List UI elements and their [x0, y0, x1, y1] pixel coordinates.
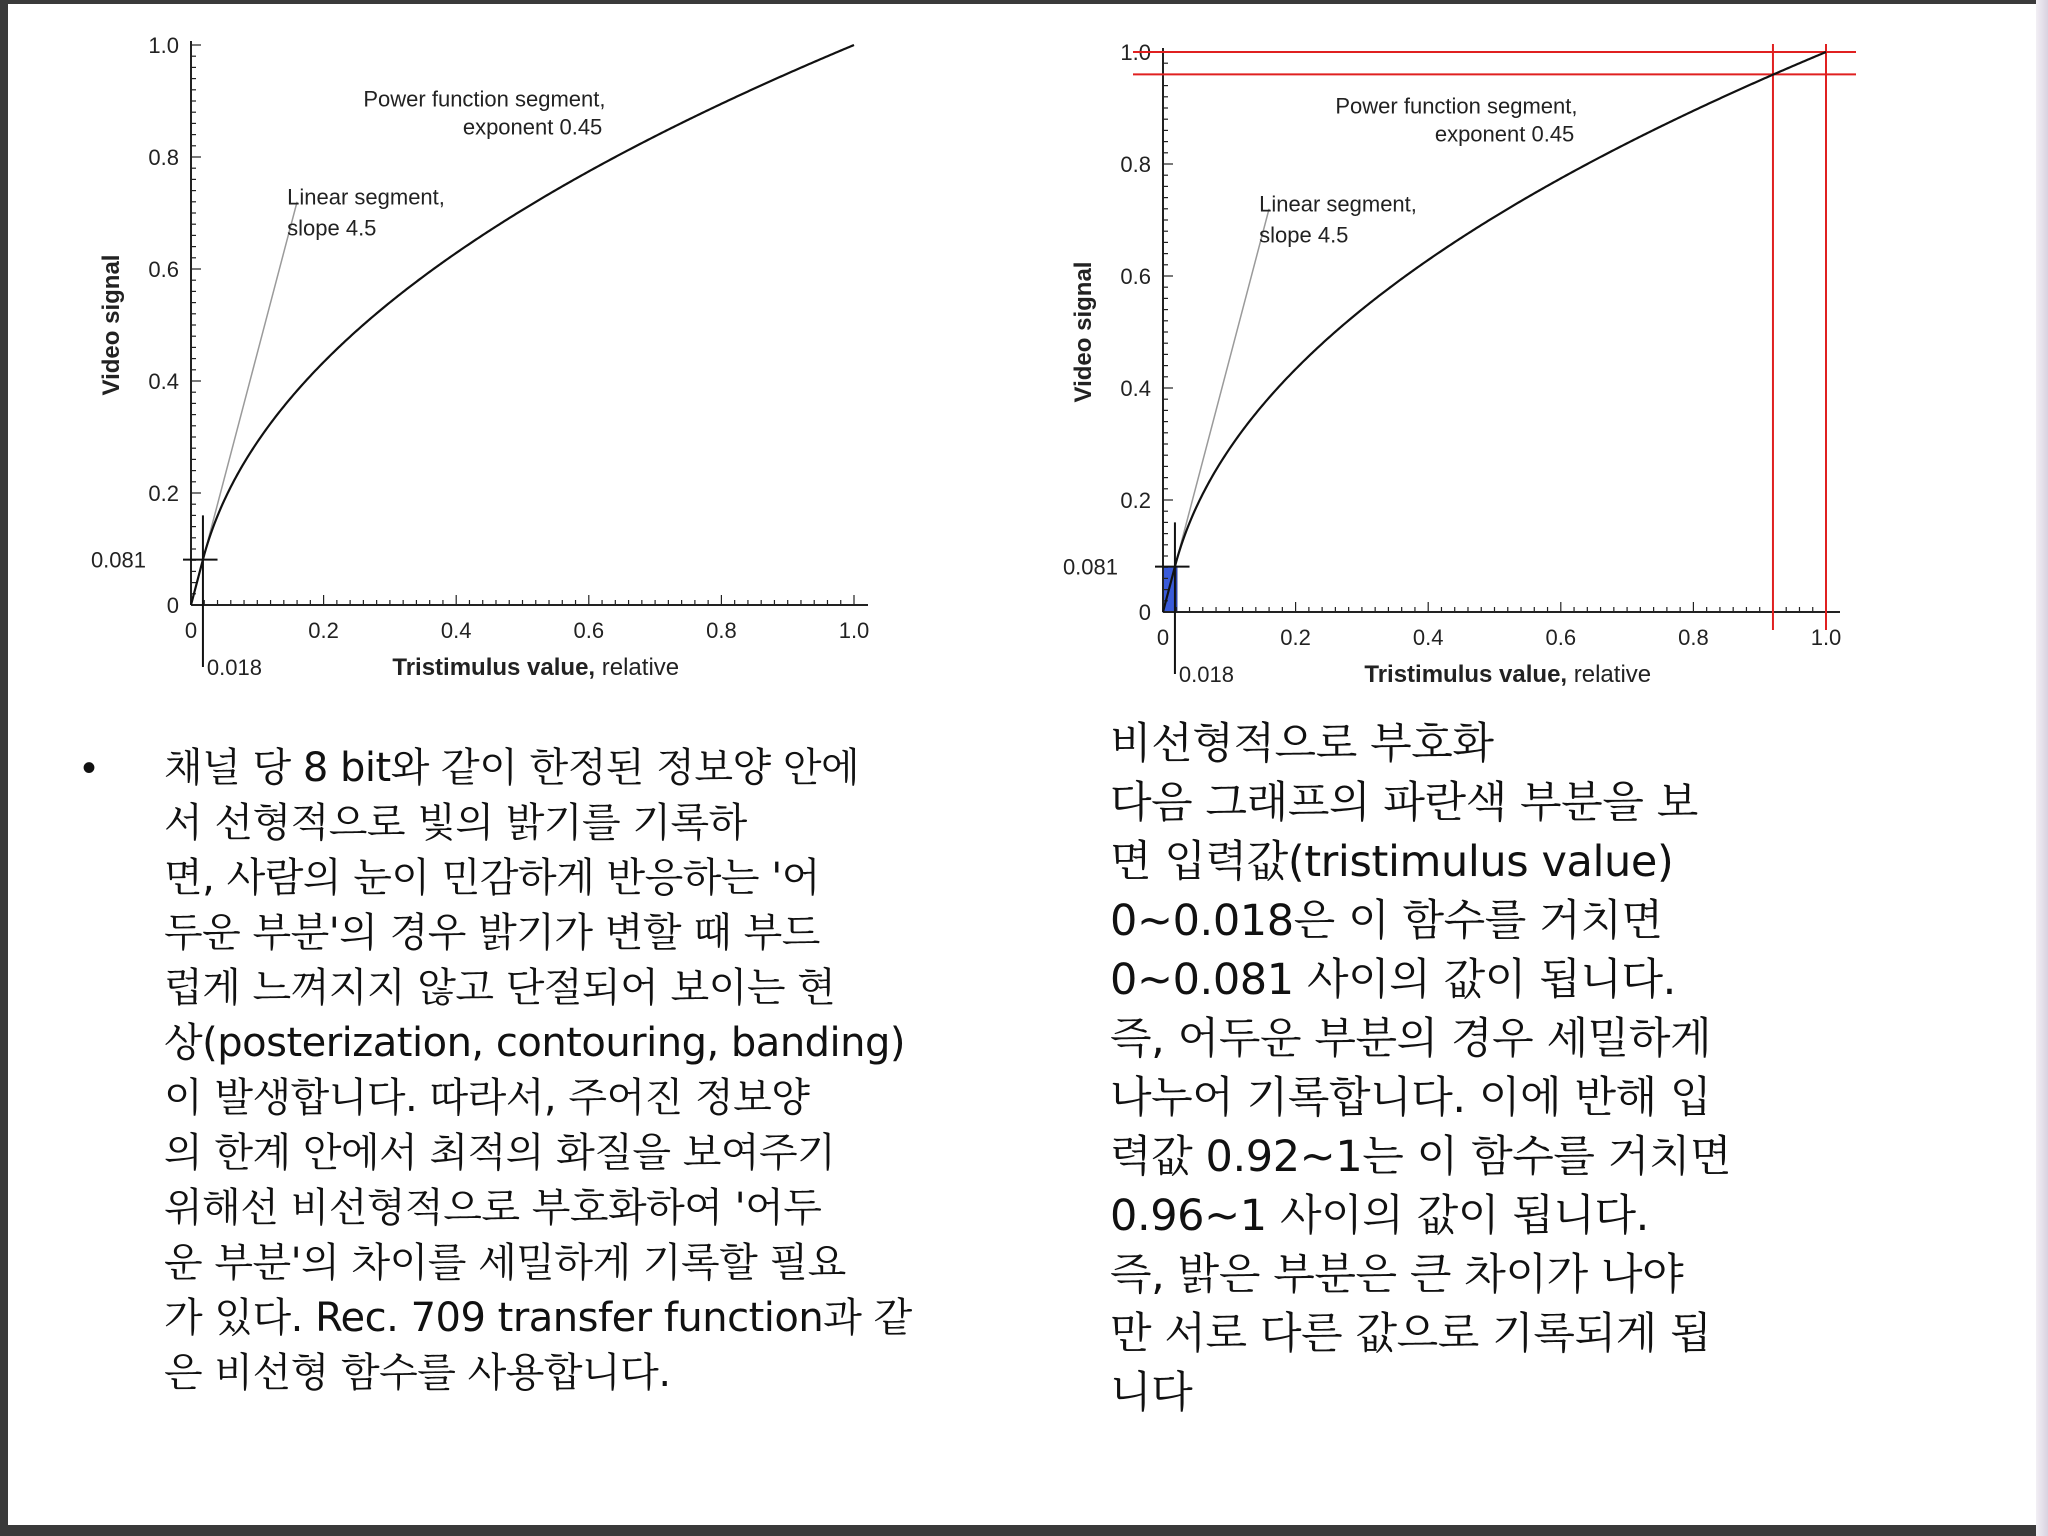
x-axis-title-rest: relative — [1567, 661, 1652, 688]
marker-x-label: 0.018 — [1178, 662, 1234, 687]
x-axis-title — [1364, 661, 1651, 688]
x-tick-label: 0.4 — [440, 618, 472, 643]
y-tick-label: 0.2 — [148, 481, 179, 506]
x-tick-label: 0.8 — [1678, 625, 1709, 650]
x-tick-label: 1.0 — [1810, 625, 1842, 650]
y-tick-label: 0.4 — [148, 369, 179, 394]
y-tick-label: 0.4 — [1120, 376, 1151, 401]
x-axis-title-rest: relative — [595, 654, 680, 681]
x-tick-label: 0.2 — [1280, 625, 1311, 650]
x-axis-title-bold: Tristimulus value, — [1364, 661, 1568, 688]
y-tick-label: 1.0 — [148, 33, 179, 58]
marker-y-label: 0.081 — [90, 547, 146, 573]
x-tick-label: 0.6 — [1545, 625, 1577, 650]
y-tick-label: 0.8 — [148, 145, 179, 170]
y-tick-label: 0.8 — [1120, 152, 1151, 177]
annotation-power-2: exponent 0.45 — [462, 114, 603, 140]
marker-x-label: 0.018 — [206, 655, 262, 680]
y-axis-title: Video signal — [98, 254, 125, 396]
x-tick-label: 0 — [184, 618, 198, 643]
y-tick-label: 0 — [166, 593, 179, 618]
y-axis-title: Video signal — [1070, 261, 1097, 403]
y-tick-label: 0.2 — [1120, 488, 1151, 513]
y-tick-label: 0.6 — [148, 257, 179, 282]
bullet-marker: • — [82, 746, 97, 790]
y-tick-label: 1.0 — [1120, 40, 1151, 65]
left-paragraph: 채널 당 8 bit와 같이 한정된 정보양 안에 서 선형적으로 빛의 밝기를 기록하 면, 사람의 눈이 민감하게 반응하는 '어 두운 부분'의 경우 밝기가 변할 때 부드 럽게 느껴지지 않고 단절되어 보이는 현 상(posterization, contouring, banding) 이 발생합니다. 따라서, 주어진 정보양 의 한계 안에서 최적의 화질을 보여주기 위해선 비선형적으로 부호화하여 '어두 운 부분'의 차이를 세밀하게 기록할 필요 가 있다. Rec. 709 transfer function과 같 은 비선형 함수를 사용합니다. — [164, 745, 912, 1396]
annotation-power-1: Power function segment, — [1335, 93, 1578, 119]
annotation-linear-1: Linear segment, — [287, 184, 445, 210]
x-tick-label: 0.4 — [1412, 625, 1444, 650]
x-axis-title-bold: Tristimulus value, — [392, 654, 596, 681]
x-tick-label: 0.2 — [308, 618, 339, 643]
y-tick-label: 0.6 — [1120, 264, 1151, 289]
x-tick-label: 0.8 — [706, 618, 737, 643]
x-tick-label: 1.0 — [838, 618, 870, 643]
marker-y-label: 0.081 — [1062, 554, 1118, 580]
annotation-linear-2: slope 4.5 — [1259, 222, 1349, 248]
x-tick-label: 0 — [1156, 625, 1170, 650]
annotation-linear-2: slope 4.5 — [287, 215, 377, 241]
right-paragraph: 비선형적으로 부호화 다음 그래프의 파란색 부분을 보 면 입력값(tristimulus value) 0~0.018은 이 함수를 거치면 0~0.081 사이의 값이 됩니다. 즉, 어두운 부분의 경우 세밀하게 나누어 기록합니다. 이에 반해 입 력값 0.92~1는 이 함수를 거치면 0.96~1 사이의 값이 됩니다. 즉, 밝은 부분은 큰 차이가 나야 만 서로 다른 값으로 기록되게 됩 니다 — [1110, 719, 1732, 1418]
y-tick-label: 0 — [1138, 600, 1151, 625]
x-tick-label: 0.6 — [573, 618, 605, 643]
annotation-power-1: Power function segment, — [363, 86, 606, 112]
annotation-power-2: exponent 0.45 — [1434, 121, 1575, 147]
annotation-linear-1: Linear segment, — [1259, 191, 1417, 217]
